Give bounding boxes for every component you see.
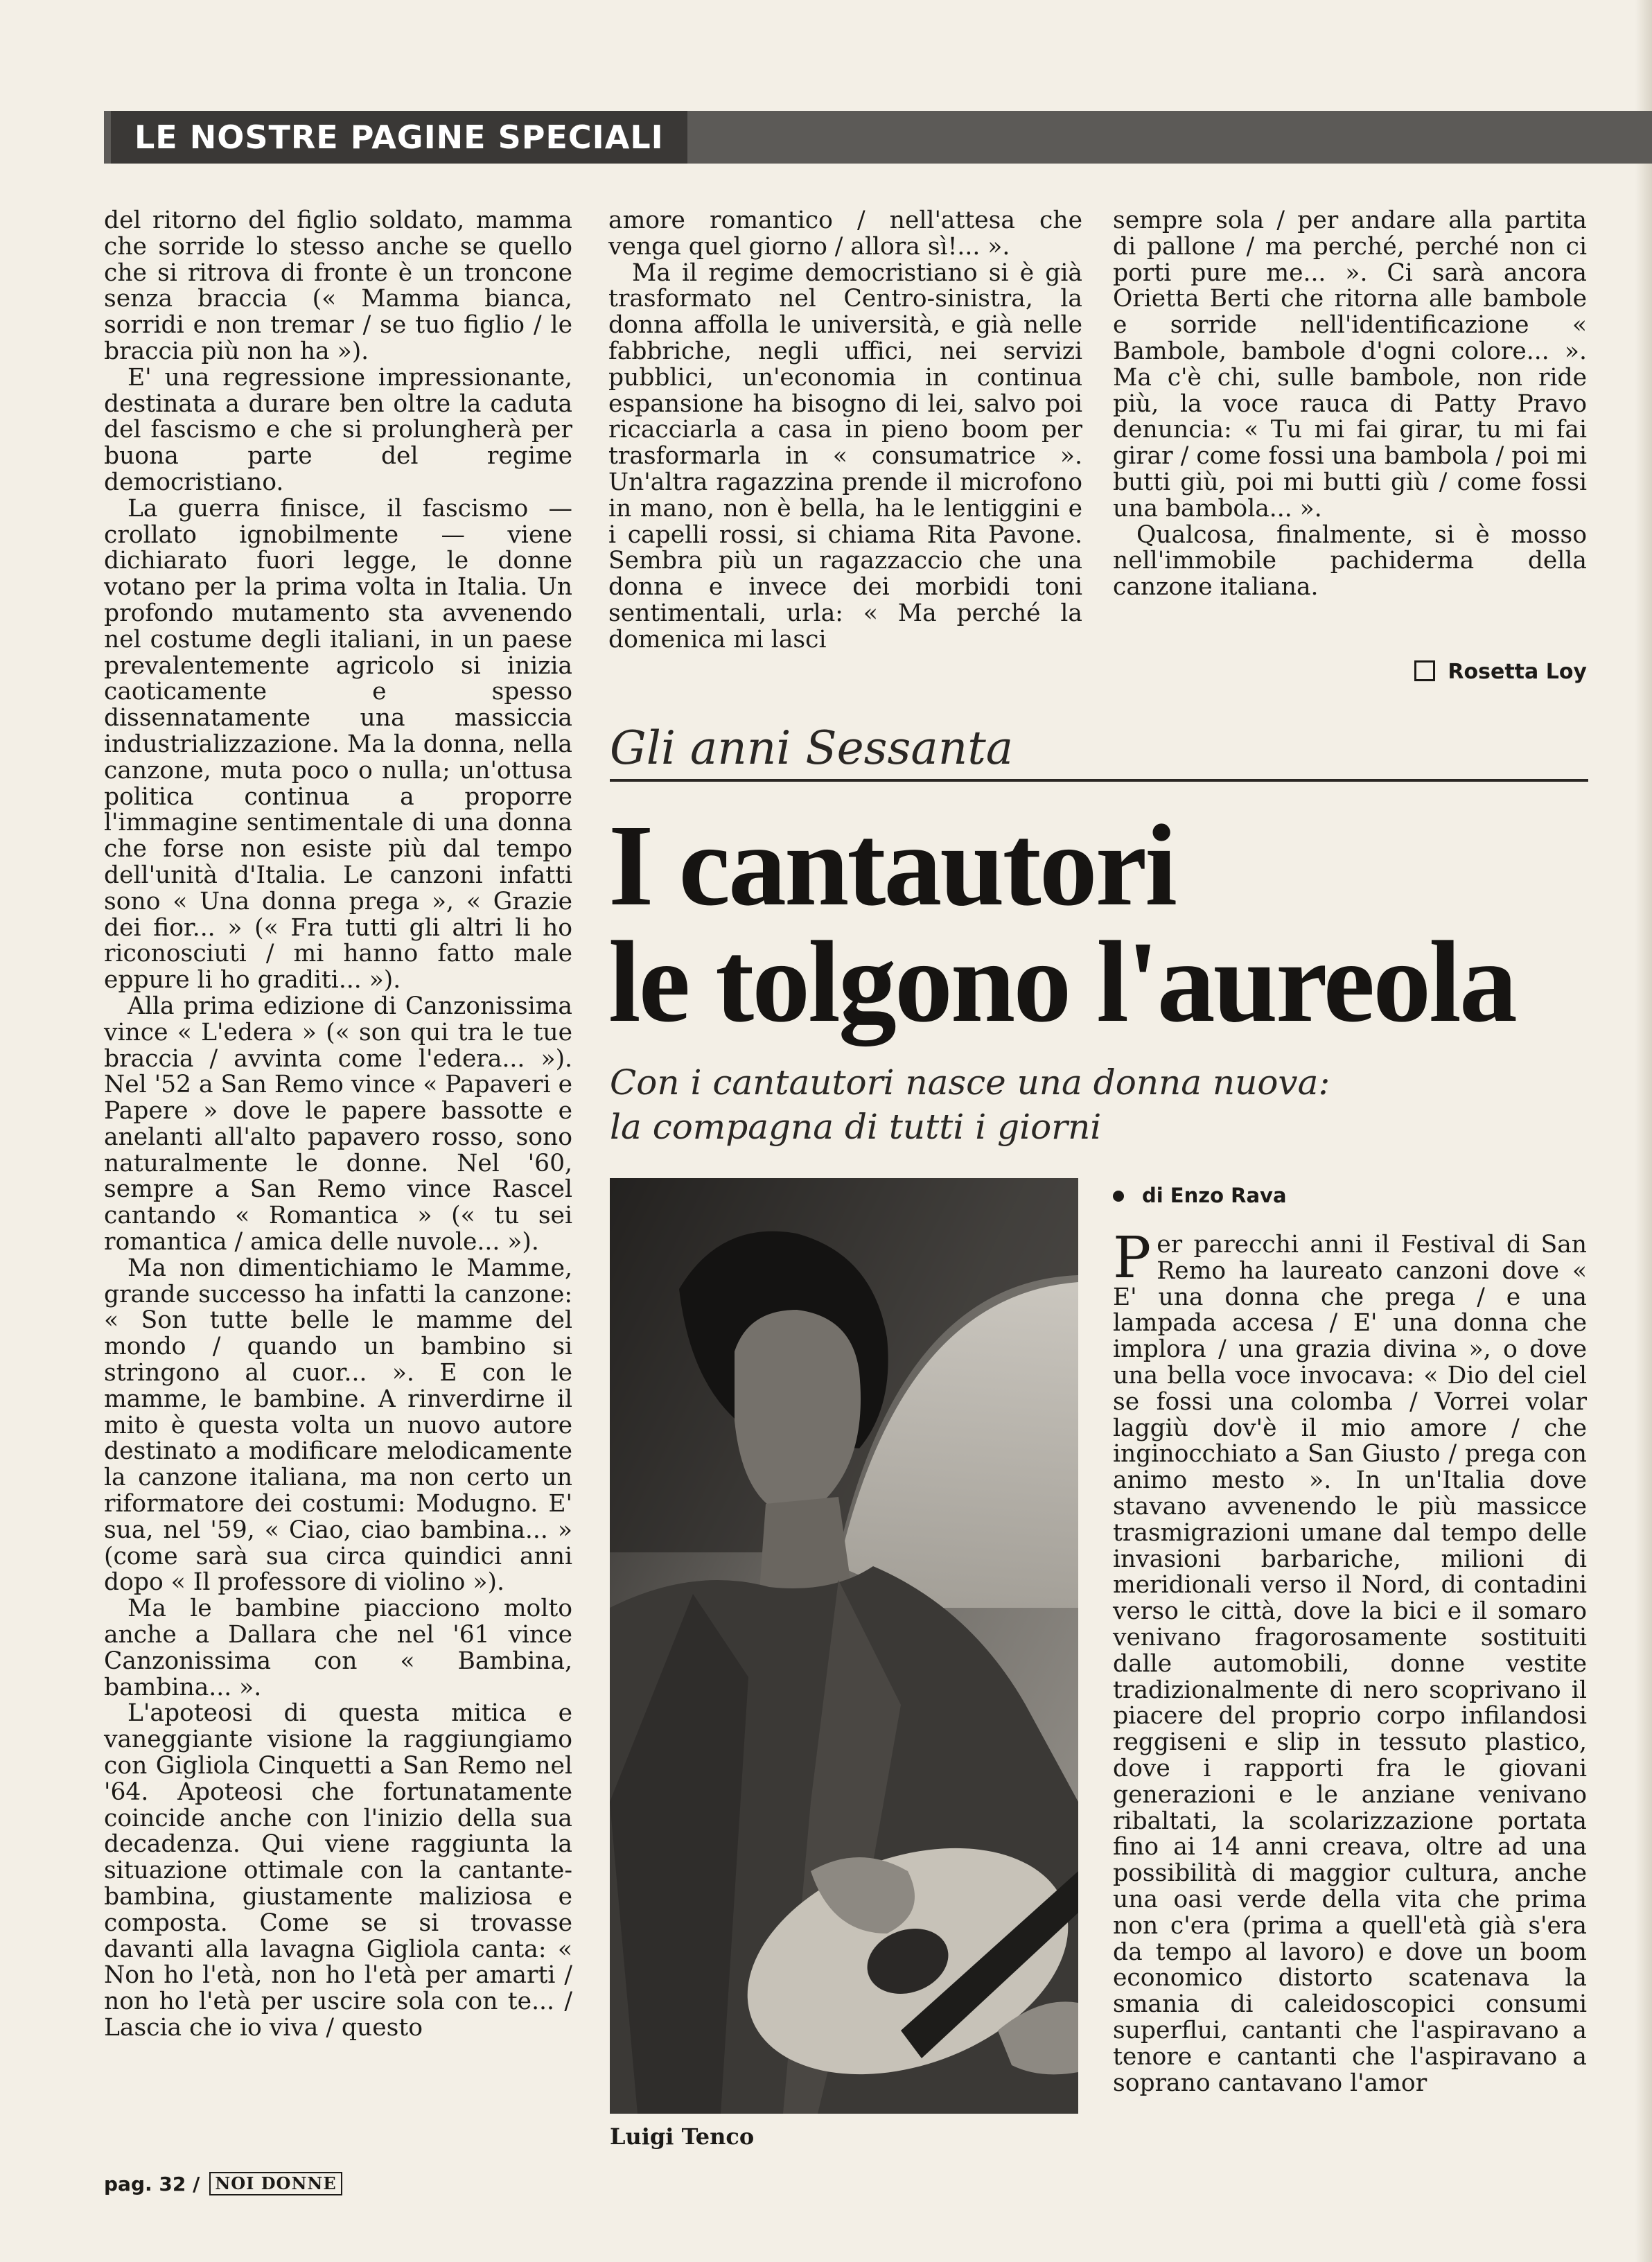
paragraph: E' una regressione impressionante, destinata a durare ben oltre la caduta del fascismo e che si prolungherà per buona parte del regime democristiano. <box>104 363 572 496</box>
magazine-logo: NOI DONNE <box>209 2172 342 2195</box>
photo-illustration <box>610 1178 1078 2114</box>
paragraph: Ma non dimentichiamo le Mamme, grande successo ha infatti la canzone: « Son tutte belle le mamme del mondo / quando un bambino si stringono al cuor... ». E con le mamme, le bambine. A rinverdirne il mito è questa volta un nuovo autore destinato a modificare melodicamente la canzone italiana, ma non certo un riformatore dei costumi: Modugno. E' sua, nel '59, « Ciao, ciao bambina... » (come sarà sua circa quindici anni dopo « Il professore di violino »). <box>104 1254 572 1597</box>
signature-name: Rosetta Loy <box>1448 660 1587 684</box>
paragraph <box>1113 1225 1587 2097</box>
paragraph: Qualcosa, finalmente, si è mosso nell'immobile pachiderma della canzone italiana. <box>1113 520 1587 602</box>
photo-luigi-tenco <box>610 1178 1078 2114</box>
byline-text: di Enzo Rava <box>1142 1184 1287 1207</box>
paragraph: amore romantico / nell'attesa che venga quel giorno / allora sì!... ». <box>608 207 1082 261</box>
article-subtitle <box>610 1060 1511 1150</box>
paragraph: Alla prima edizione di Canzonissima vince « L'edera » (« son qui tra le tue braccia / avvinta come l'edera... »). Nel '52 a San Remo vince « Papaveri e Papere » dove le papere bassotte e anelanti all'alto papavero rosso, sono naturalmente le donne. Nel '60, sempre a San Remo vince Rascel cantando « Romantica » (« tu sei romantica / amica delle nuvole... »). <box>104 992 572 1256</box>
section-divider <box>610 779 1588 782</box>
drop-cap: P <box>1113 1225 1152 1291</box>
paragraph: del ritorno del figlio soldato, mamma che sorride lo stesso anche se quello che si ritrova di fronte è un troncone senza braccia (« Mamma bianca, sorridi e non tremar / se tuo figlio / le braccia più non ha »). <box>104 207 572 365</box>
paragraph: L'apoteosi di questa mitica e vaneggiante visione la raggiungiamo con Gigliola Cinquetti a San Remo nel '64. Apoteosi che fortunatamente coincide anche con l'inizio della sua decadenza. Qui viene raggiunta la situazione ottimale con la cantante-bambina, giustamente maliziosa e composta. Come se si trovasse davanti alla lavagna Gigliola canta: « Non ho l'età, non ho l'età per amarti / non ho l'età per uscire sola con te... / Lascia che io viva / questo <box>104 1699 572 2042</box>
subtitle-line-2: la compagna di tutti i giorni <box>610 1107 1102 1147</box>
article-column-4 <box>1113 1225 1587 2175</box>
paragraph: La guerra finisce, il fascismo — crollato ignobilmente — viene dichiarato fuori legge, le donne votano per la prima volta in Italia. Un profondo mutamento sta avvenendo nel costume degli italiani, in un paese prevalentemente agricolo si inizia caoticamente e spesso dissennatamente una massiccia industrializzazione. Ma la donna, nella canzone, muta poco o nulla; un'ottusa politica continua a proporre l'immagine sentimentale di una donna che forse non esiste più dal tempo dell'unità d'Italia. Le canzoni infatti sono « Una donna prega », « Grazie dei fior... » (« Fra tutti gli altri li ho riconosciuti / mi hanno fatto male eppure li ho graditi... »). <box>104 494 572 994</box>
page-number: pag. 32 / <box>104 2173 200 2195</box>
article-body-text: er parecchi anni il Festival di San Remo ha laureato canzoni dove « E' una donna che prega / e una lampada accesa / E' una donna che implora / una grazia divina », o dove una bella voce invocava: « Dio del ciel se fossi una colomba / Vorrei volar laggiù dov'è il mio amore / che inginocchiato a San Giusto / prega con animo mesto ». In un'Italia dove stavano avvenendo le più massicce trasmigrazioni umane dal tempo delle invasioni barbariche, milioni di meridionali verso il Nord, di contadini verso le città, dove la bici e il somaro venivano fragorosamente sostituiti dalle automobili, donne vestite tradizionalmente di nero scoprivano il piacere del proprio corpo infilandosi reggiseni e slip in tessuto plastico, dove i rapporti fra le giovani generazioni e le anziane venivano ribaltati, la scolarizzazione portata fino ai 14 anni creava, oltre ad una possibilità di maggior cultura, anche una oasi verde della vita che prima non c'era (prima a quell'età già s'era da tempo al lavoro) e dove un boom economico distorto scatenava la smania di caleidoscopici consumi superflui, cantanti che l'aspiravano a tenore e cantanti che l'aspiravano a soprano cantavano l'amor <box>1113 1231 1587 2097</box>
subtitle-line-1: Con i cantautori nasce una donna nuova: <box>610 1062 1330 1103</box>
paragraph: Ma il regime democristiano si è già trasformato nel Centro-sinistra, la donna affolla le università, e già nelle fabbriche, negli uffici, nei servizi pubblici, un'economia in continua espansione ha bisogno di lei, salvo poi ricacciarla a casa in pieno boom per trasformarla in « consumatrice ». Un'altra ragazzina prende il microfono in mano, non è bella, ha le lentiggini e i capelli rossi, si chiama Rita Pavone. Sembra più un ragazzaccio che una donna e invece dei morbidi toni sentimentali, urla: « Ma perché la domenica mi lasci <box>608 258 1082 654</box>
article-headline <box>608 801 1592 1046</box>
page-footer <box>104 2169 342 2200</box>
article-byline <box>1113 1180 1587 1211</box>
headline-line-1: I cantautori <box>608 801 1175 930</box>
photo-caption: Luigi Tenco <box>610 2123 755 2150</box>
paragraph: Ma le bambine piacciono molto anche a Dallara che nel '61 vince Canzonissima con « Bambina, bambina... ». <box>104 1595 572 1701</box>
square-bullet-icon <box>1414 660 1435 681</box>
article-column-2 <box>608 208 1082 679</box>
headline-line-2: le tolgono l'aureola <box>608 918 1515 1046</box>
page-edge-shadow <box>1635 0 1652 2262</box>
author-signature <box>1372 657 1587 687</box>
article-column-3 <box>1113 208 1587 658</box>
section-title: Gli anni Sessanta <box>610 721 1014 775</box>
paragraph: sempre sola / per andare alla partita di pallone / ma perché, perché non ci porti pure me... ». Ci sarà ancora Orietta Berti che ritorna alle bambole e sorride nell'identificazione « Bambole, bambole d'ogni colore... ». Ma c'è chi, sulle bambole, non ride più, la voce rauca di Patty Pravo denuncia: « Tu mi fai girar, tu mi fai girar / come fossi una bambola / poi mi butti giù, poi mi butti giù / come fossi una bambola... ». <box>1113 207 1587 523</box>
bullet-icon <box>1113 1191 1124 1202</box>
section-header-label: LE NOSTRE PAGINE SPECIALI <box>111 111 687 164</box>
article-column-1 <box>104 208 572 2162</box>
